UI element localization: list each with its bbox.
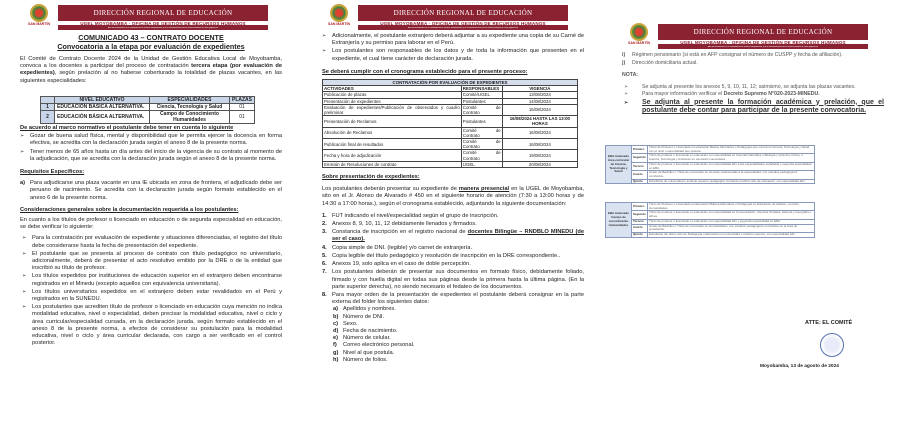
table-cell: Fecha y hora de adjudicación [323,150,462,161]
table-header-row: ACTIVIDADES RESPONSABLES VIGENCIA [323,86,578,92]
prelation-order: Quinto [632,232,648,237]
documents-list [322,213,584,306]
list-item: a) Apellidos y nombres. [333,306,396,313]
list-item: ➢ Para la contratación por evaluación de expediente y situaciones diferenciadas, el registro del título debe considerarse hasta la fecha de presentación del expediente. [20,235,282,249]
prelation-order: Cuarto [632,171,648,179]
prelation-order: Tercero [632,162,648,170]
table-cell: 14/08/2024 [502,98,577,104]
table-row: 2 EDUCACIÓN BÁSICA ALTERNATIVA. Campo de Conocimiento Humanidades 01 [41,111,255,124]
banner-tagline: Año del Bicentenario, de la consolidación de nuestra Independencia, y de la conmemoración de las heroicas batallas de Junín y Ayacucho [358,27,568,30]
regional-logo-icon: SAN MARTÍN [628,23,650,50]
list-item: ➢ Los postulantes que acrediten título de profesor o licenciado en educación cuya mención no indica modalidad educativa, nivel o especialidad, deben precisar la modalidad educativa, nivel o ciclo y área curricular/especialidad cursada, en la declaración jurada, según formato establecido en el anexo 8 de la presente norma, a efectos de considerar su postulación para la modalidad educativa, nivel o ciclo y área curricular declarada, con cargo a ser verificado en el control posterior. [20,304,282,347]
table-cell: Absolución de Reclamos [323,127,462,138]
table-cell: Emisión de Resoluciones de contrato [323,161,462,167]
table-cell: Evaluación de expedientes/Publicación de observados y cuadro preliminar [324,104,460,116]
table-cell: 16/08/2024 [502,139,577,150]
list-item: d) Fecha de nacimiento. [333,327,398,334]
prelation-group: EBA Avanzado Campo de conocimiento Humanidades [606,203,632,238]
table-cell: 20/08/2024 [502,161,577,167]
section-heading-considerations: Consideraciones generales sobre la documentación requerida a los postulantes: [20,206,239,213]
table-row: 1 EDUCACIÓN BÁSICA ALTERNATIVA. Ciencia, Tecnología y Salud 01 [41,104,255,111]
banner-title: DIRECCIÓN REGIONAL DE EDUCACIÓN [358,5,568,21]
table-cell: 13/08/2024 [502,92,577,98]
regional-logo-icon: SAN MARTÍN [28,4,50,31]
list-item: g) Nivel al que postula. [333,349,395,356]
list-item: a) Para adjudicarse una plaza vacante en una IE ubicada en zona de frontera, el adjudicado debe ser peruano de nacimiento. Se acredita con la declaración jurada según formato establecido en el anexo 6 de la presente norma. [20,180,282,201]
document-page-1 [0,0,300,439]
table-cell: Publicación final de resultados [323,139,462,150]
banner-subtitle: UGEL MOYOBAMBA - OFICINA DE GESTIÓN DE RECURSOS HUMANOS [658,40,868,46]
list-item: h) Número de folios. [333,356,388,363]
table-row [323,161,578,167]
prelation-requirement: Grado de Bachiller o Título de Licenciado en ciencias relacionadas a la especialidad, con estudios pedagógicos concluidos. [648,171,815,179]
letterhead [330,3,568,32]
prelation-requirement: Título de profesor o licenciado en educación con especialidad afín a las especialidades señaladas y segunda especialidad en EBA. [648,162,815,170]
prelation-order: Segundo [632,154,648,162]
table-cell: 15/08/2024 [502,104,577,115]
prelation-table-2 [605,202,815,238]
regional-logo-icon: SAN MARTÍN [328,4,350,31]
list-item: ➢ Los títulos universitarios expedidos en el extranjero deben estar revalidados en el Perú y registrados en la SUNEDU. [20,289,282,303]
prelation-requirement: Título de profesor o licenciado en educación con especialidad afín y segunda especialidad en EBA. [648,219,815,224]
list-item: 1. FUT indicando el nivel/especialidad según el grupo de inscripción. [322,212,499,219]
table-cell: Comité de Contrato [462,139,501,150]
list-item: ➢ El postulante que se presenta al proceso de contrato con título pedagógico no universitario, adicionalmente, deberá de presentar el acto resolutivo emitido por la DRE o de la entidad que inscribió su título de profesor. [20,251,282,273]
list-item: 5. Copia legible del título pedagógico y resolución de inscripción en la DRE correspondiente.. [322,252,561,259]
table-cell: Publicación de plazas [323,92,462,98]
banner-tagline: Año del Bicentenario, de la consolidación de nuestra Independencia, y de la conmemoración de las heroicas batallas de Junín y Ayacucho [658,46,868,49]
note-emphasis: ➢ Se adjunta al presente la formación académica y prelación, que el postulante debe contar para participar de la presente convocatoria. [622,99,884,116]
date-line: Moyobamba, 13 de agosto de 2024 [760,364,839,369]
note-item: ➢ Se adjunta al presente los anexos 5, 9, 10, 11, 12; asimismo, se adjunta las plazas vacantes. [622,84,884,91]
prelation-order: Quinto [632,179,648,184]
note-heading: NOTA: [622,72,639,78]
prelation-requirement: Título de profesor o licenciado en educación con especialidad en Comunicación, Ciencias Sociales, Historia y Geografía o afines. [648,211,815,219]
document-subtitle: Convocatoria a la etapa por evaluación de expedientes [57,41,245,51]
intro-paragraph: El Comité de Contrato Docente 2024 de la Unidad de Gestión Educativa Local de Moyobamba, convoca a los docentes a participar del proceso de contratación tercera etapa (por evaluación de expedientes), según prelación al no haberse coberturado la totalidad de plazas vacantes, en las siguientes especialidades: [20,56,282,84]
prelation-table-1 [605,145,815,184]
list-item: b) Número de DNI. [333,313,385,320]
committee-seal-icon [820,333,844,357]
list-item: ➢ Tener menos de 65 años hasta un día antes del inicio de la vigencia de su contrato al momento de la adjudicación, que se acredita con la declaración jurada según el anexo 8 de la presente norma. [20,149,282,163]
folder-data-list [322,306,584,364]
section-heading-requirements: Requisitos Específicos: [20,169,85,176]
list-item: 4. Copia simple de DNI. (legible) y/o carnet de extranjería. [322,244,473,251]
table-row [323,139,578,150]
banner-subtitle: UGEL MOYOBAMBA - OFICINA DE GESTIÓN DE RECURSOS HUMANOS [358,21,568,27]
prelation-requirement: Estudiante del último año de Pedagogía o Educación en universidad o instituto superior, con especialidad afín. [648,232,815,237]
schedule-caption: CONTRATACIÓN POR EVALUACIÓN DE EXPEDIENTES [323,80,578,86]
document-page-2 [300,0,600,439]
note-item: ➢ Para mayor información verificar el Decreto Supremo N°020-2023-MINEDU. [622,91,884,98]
prelation-group: EBA Avanzado Área curricular de Ciencia, Tecnología y Salud [606,146,632,184]
list-item: i) Régimen pensionario (si está en AFP consignar el número de CUSPP y fecha de afiliación). [622,52,843,58]
table-cell: Presentación de Reclamos [323,116,462,127]
list-item: 3. Constancia de inscripción en el registro nacional de docentes Bilingüe – RNDBLO MINEDU (de ser el caso). [322,229,584,243]
prelation-order: Primero [632,146,648,154]
table-row [323,150,578,161]
table-cell: Comité de Contrato [462,127,501,138]
list-item: f) Correo electrónico personal. [333,342,415,349]
table-cell: 16/08/2024 [502,127,577,138]
considerations-intro: En cuanto a los títulos de profesor o licenciado en educación o de segunda especialidad en educación, se debe verificar lo siguiente: [20,217,282,231]
table-cell: Comité/UGEL [461,92,502,98]
page3-body [622,51,884,116]
list-item: 8. Para mayor orden de la presentación de expedientes el postulante deberá consignar en la parte externa del folder los siguientes datos: [322,291,584,306]
prelation-requirement: Título de Profesor o Licenciado en Educación Básica Alternativa o Pedagogía en Educación de Adultos, mención Humanidades. [648,203,815,211]
table-cell: Postulantes [461,98,502,104]
table-row [606,232,815,237]
document-title: COMUNICADO 43 – CONTRATO DOCENTE [78,33,224,42]
table-cell: UGEL [461,161,502,167]
prelation-order: Cuarto [632,224,648,232]
page1-body [20,34,282,85]
section-heading-presentation: Sobre presentación de expedientes: [322,174,420,181]
prelation-order: Segundo [632,211,648,219]
table-row [323,116,578,127]
list-item: e) Número de celular. [333,335,391,342]
vacancy-table [40,96,255,124]
section-heading-schedule: Se deberá cumplir con el cronograma establecido para el presente proceso: [322,68,528,75]
prelation-requirement: Título de Profesor o Licenciado en educación Básica Alternativa o Pedagogía que mencione Ciencia, Tecnología y Salud, con el nivel o especialidad que postula. [648,146,815,154]
prelation-order: Primero [632,203,648,211]
list-item: c) Sexo. [333,320,358,327]
list-item: ➢ Los postulantes son responsables de los datos y de toda la información que presenten en el expediente, el cual tiene carácter de declaración jurada. [322,48,584,62]
list-item: ➢ Gozar de buena salud física, mental y disponibilidad que le permita ejercer la docencia en forma efectiva, se acredita con la declaración jurada según el anexo 8 de la presente norma. [20,133,282,147]
banner-tagline: Año del Bicentenario, de la consolidación de nuestra Independencia, y de la conmemoración de las heroicas batallas de Junín y Ayacucho [58,27,268,30]
prelation-order: Tercero [632,219,648,224]
list-item: 7. Los postulantes deberán de presentar sus documentos en formato físico, debidamente foliado, firmado y con huella digital en todas sus páginas desde la primera hasta la última página. (En la parte superior derecha), no siendo necesario el fedateo de los documentos. [322,269,584,290]
signature-label: ATTE: EL COMITÉ [805,320,853,326]
banner-title: DIRECCIÓN REGIONAL DE EDUCACIÓN [658,24,868,40]
letterhead [630,22,868,51]
prelation-requirement: Título de profesor o licenciado en educación con especialidad en Ciencias Naturales o Biología y Química, Física, o Ciencia, Tecnología y Ambiente en educación secundaria. [648,154,815,162]
table-row [606,179,815,184]
letterhead [30,3,268,32]
list-item: j) Dirección domiciliaria actual. [622,59,698,66]
table-row [323,127,578,138]
table-cell: Postulantes [461,116,502,127]
page2-body [322,32,584,364]
page1-body-continued [20,125,282,347]
table-cell: Comité de Contrato [462,150,501,161]
table-row [606,171,815,179]
list-item: 2. Anexos 8, 9, 10, 11, 12 debidamente llenados y firmados. [322,221,477,228]
list-item: ➢ Adicionalmente, el postulante extranjero deberá adjuntar a su expediente una copia de su Carné de Extranjería y su permiso para laborar en el Perú. [322,33,584,47]
table-cell: Comité de Contrato [462,104,501,116]
banner-subtitle: UGEL MOYOBAMBA - OFICINA DE GESTIÓN DE RECURSOS HUMANOS [58,21,268,27]
table-row [323,104,578,115]
banner-title: DIRECCIÓN REGIONAL DE EDUCACIÓN [58,5,268,21]
table-cell: Presentación de expedientes [323,98,462,104]
table-cell: 16/08/2024 HASTA LAS 13:00 HORAS [502,116,577,127]
prelation-requirement: Estudiante de universidad o instituto superior pedagógico cursando el último año de educación, con especialidad afín. [648,179,815,184]
schedule-table [322,79,578,168]
list-item: 6. Anexos 19, solo aplica en el caso de doble percepción. [322,261,471,268]
document-page-3 [600,0,900,439]
table-cell: 19/08/2024 [502,150,577,161]
prelation-requirement: Grado de Bachiller o Título de Licenciado en Humanidades, con estudios pedagógicos concluidos en el área de postulación. [648,224,815,232]
section-heading-normative: De acuerdo al marco normativo el postulante debe tener en cuenta lo siguiente [20,125,234,131]
list-item: ➢ Los títulos expedidos por instituciones de educación superior en el extranjero deben encontrarse registrados en el Minedu (excepto aquellos con equivalencia universitaria). [20,273,282,287]
presentation-paragraph: Los postulantes deberán presentar su expediente de manera presencial en la UGEL de Moyobamba, sito en el Jr. Alonso de Alvarado # 450 en el siguiente horario de atención (7:30 a 13:00 horas y de 14:30 a 17:00 horas.), según el cronograma establecido, adjuntando la siguiente documentación: [322,186,585,207]
table-header-row: NIVEL EDUCATIVO ESPECIALIDADES PLAZAS [41,97,255,104]
